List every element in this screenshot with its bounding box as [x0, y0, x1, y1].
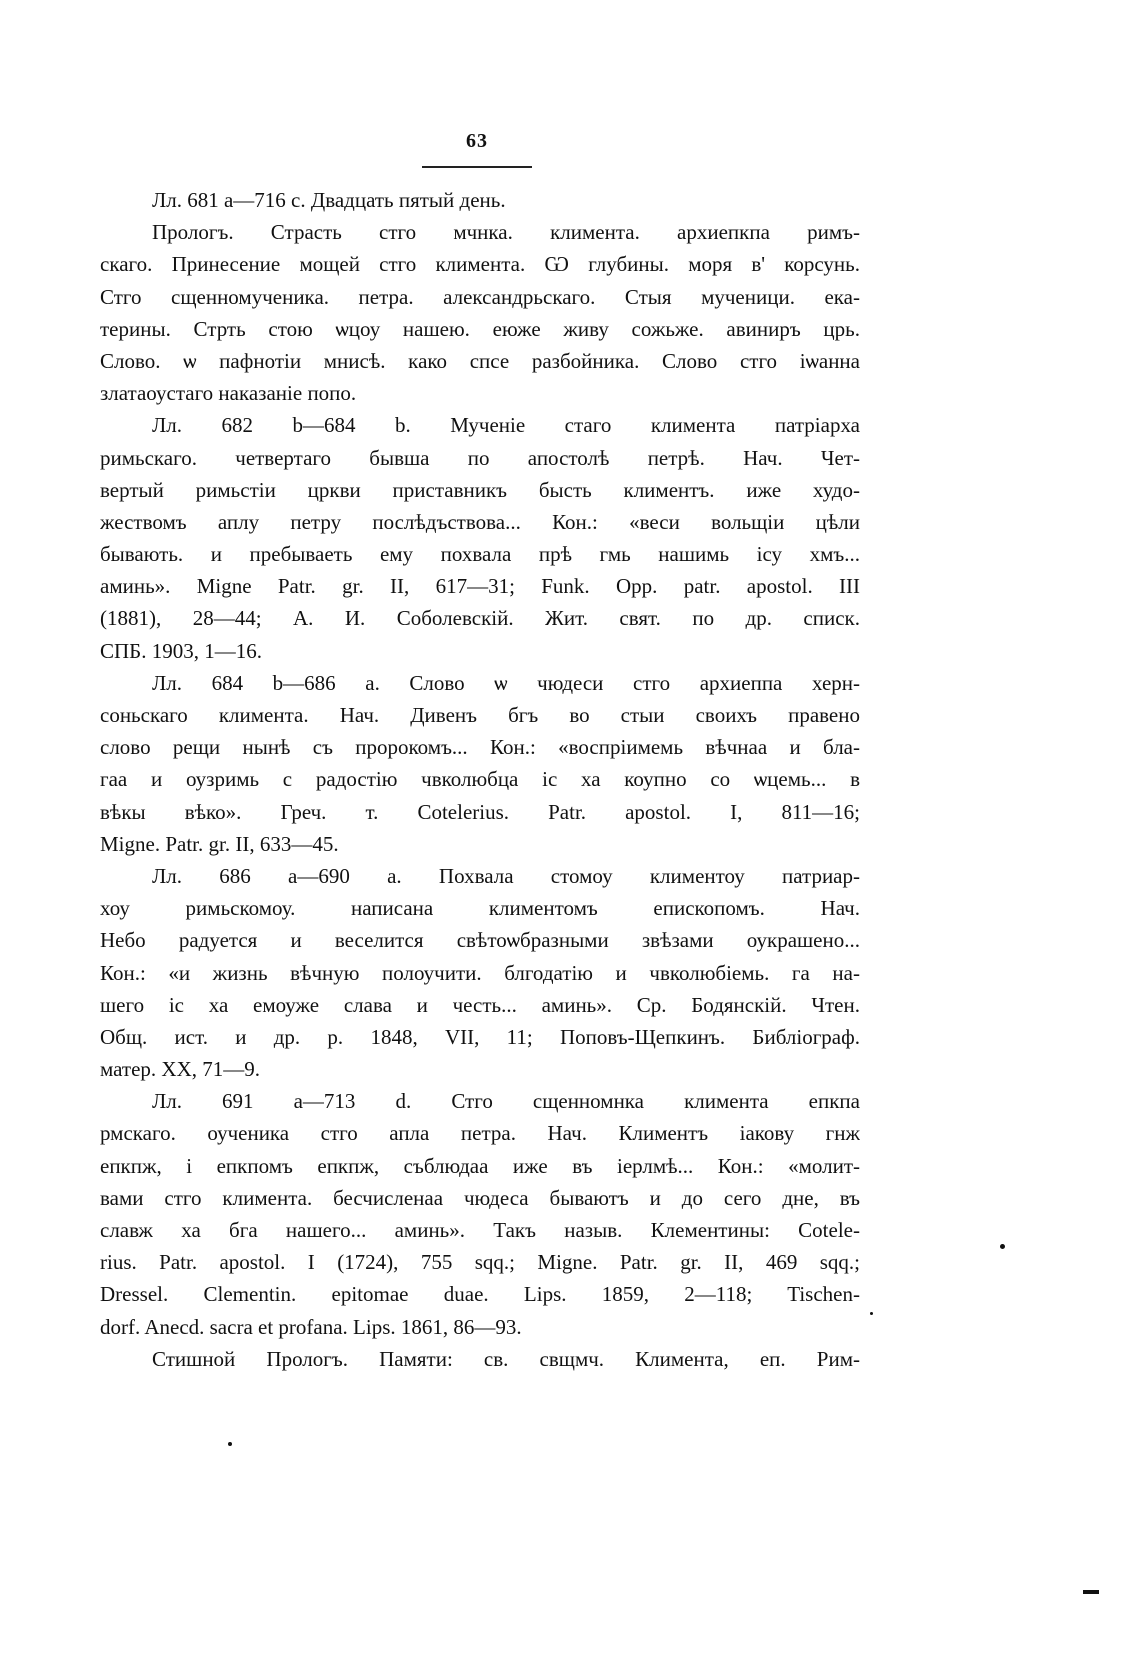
text-line-content: Небо радуется и веселится свѣтоѡбразными звѣзами оукрашено... [100, 928, 860, 953]
text-line-content: Лл. 682 b—684 b. Мученiе стаго климента патрiарха [152, 413, 860, 438]
text-line [100, 763, 860, 795]
text-line-content: скаго. Принесение мощей стго климента. Ѡ глубины. моря в' корсунь. [100, 252, 860, 277]
scan-speck [1000, 1244, 1005, 1249]
text-line-content: вѣкы вѣко». Греч. т. Cotelerius. Patr. apostol. I, 811—16; [100, 799, 860, 824]
text-line [100, 442, 860, 474]
text-line [100, 1311, 860, 1343]
text-line-content: слово рещи нынѣ съ пророкомъ... Кон.: «воспрiимемь вѣчнаа и бла- [100, 735, 860, 760]
text-line-content: златаоустаго наказанiе попо. [100, 381, 357, 406]
text-line [100, 184, 860, 216]
text-line [100, 1150, 860, 1182]
text-line [100, 570, 860, 602]
text-line [100, 1085, 860, 1117]
text-line [100, 409, 860, 441]
text-line-content: жествомъ аплу петру послѣдъствова... Кон.: «веси вольщiи цѣли [100, 509, 860, 534]
text-line-content: СПБ. 1903, 1—16. [100, 638, 262, 663]
text-line-content: Стго сщенномученика. петра. александрьскаго. Стыя мученици. ека- [100, 284, 860, 309]
body-text [100, 184, 860, 1375]
page-number-rule [422, 166, 532, 168]
text-line-content: dorf. Anecd. sacra et profana. Lips. 1861, 86—93. [100, 1314, 522, 1339]
text-line [100, 1021, 860, 1053]
text-line [100, 667, 860, 699]
text-line-content: епкпж, і епкпомъ епкпж, съблюдаа иже въ iерлмѣ... Кон.: «молит- [100, 1153, 860, 1178]
scan-dash [1083, 1590, 1099, 1594]
text-line-content: вами стго климента. бесчисленаа чюдеса бываютъ и до сего дне, въ [100, 1185, 860, 1210]
text-line-content: терины. Стрть стою ѡцоу нашею. еюже живу сожьже. авиниръ црь. [100, 316, 860, 341]
text-line [100, 1117, 860, 1149]
text-line-content: аминь». Migne Patr. gr. II, 617—31; Funk. Opp. patr. apostol. III [100, 574, 860, 599]
text-line-content: rius. Patr. apostol. I (1724), 755 sqq.; Migne. Patr. gr. II, 469 sqq.; [100, 1250, 860, 1275]
text-line [100, 602, 860, 634]
text-line [100, 538, 860, 570]
text-line-content: гаа и оузримь с радостiю чвколюбца іс ха коупно со ѡцемь... в [100, 767, 860, 792]
text-line [100, 892, 860, 924]
text-line-content: шего іс ха емоуже слава и честь... аминь». Ср. Бодянскій. Чтен. [100, 992, 860, 1017]
text-line-content: хоу римьскомоу. написана климентомъ епископомъ. Нач. [100, 896, 860, 921]
text-line [100, 957, 860, 989]
text-line [100, 1246, 860, 1278]
text-line-content: Лл. 686 a—690 a. Похвала стомоу климентоу патриар- [152, 863, 860, 888]
text-line [100, 345, 860, 377]
text-line [100, 1343, 860, 1375]
text-line [100, 216, 860, 248]
text-line [100, 796, 860, 828]
text-line [100, 377, 860, 409]
text-line-content: Лл. 684 b—686 a. Слово ѡ чюдеси стго архиеппа херн- [152, 670, 860, 695]
text-line-content: славж ха бга нашего... аминь». Такъ назыв. Клементины: Cotele- [100, 1218, 860, 1242]
text-line-content: римьскаго. четвертаго бывша по апостолѣ петрѣ. Нач. Чет- [100, 445, 860, 470]
text-line [100, 1214, 860, 1246]
text-line [100, 731, 860, 763]
text-line-content: (1881), 28—44; А. И. Соболевскій. Жит. свят. по др. списк. [100, 606, 860, 631]
text-line-content: Dressel. Clementin. epitomae duae. Lips. 1859, 2—118; Tischen- [100, 1282, 860, 1307]
text-line-content: Стишной Прологъ. Памяти: св. свщмч. Климента, еп. Рим- [152, 1346, 860, 1371]
text-line [100, 474, 860, 506]
text-line-content: матер. XX, 71—9. [100, 1057, 261, 1082]
scan-speck [870, 1312, 873, 1315]
text-line-content: Лл. 691 a—713 d. Стго сщенномнка климента епкпа [152, 1089, 860, 1114]
text-line [100, 989, 860, 1021]
text-line-content: Кон.: «и жизнь вѣчную полоучити. блгодатiю и чвколюбiемь. га на- [100, 960, 860, 985]
text-line [100, 313, 860, 345]
text-line-content: Слово. ѡ пафнотiи мнисѣ. како спсе разбойника. Слово стго iѡанна [100, 348, 860, 373]
text-line-content: вертый римьстiи цркви приставникъ бысть климентъ. иже худо- [100, 477, 860, 502]
text-line-content: Прологъ. Страсть стго мчнка. климента. архиепкпа римъ- [152, 220, 860, 245]
page-number: 63 [466, 130, 488, 152]
text-line-content: Migne. Patr. gr. II, 633—45. [100, 831, 339, 856]
text-line [100, 924, 860, 956]
scan-speck [228, 1442, 232, 1446]
text-line [100, 635, 860, 667]
text-line-content: Общ. ист. и др. р. 1848, VII, 11; Поповъ-Щепкинъ. Библіограф. [100, 1024, 860, 1049]
text-line-content: Лл. 681 a—716 c. Двадцать пятый день. [152, 188, 506, 212]
text-line [100, 506, 860, 538]
text-line [100, 1278, 860, 1310]
text-line [100, 828, 860, 860]
text-line-content: бывають. и пребываеть ему похвала прѣ гмь нашимь ісу хмъ... [100, 542, 860, 567]
text-line [100, 248, 860, 280]
text-line [100, 1053, 860, 1085]
text-line-content: соньскаго климента. Нач. Дивенъ бгъ во стыи своихъ правено [100, 703, 860, 727]
text-line [100, 699, 860, 731]
text-line-content: рмскаго. оученика стго апла петра. Нач. Климентъ iакову гнж [100, 1121, 860, 1146]
text-line [100, 281, 860, 313]
text-line [100, 860, 860, 892]
text-line [100, 1182, 860, 1214]
